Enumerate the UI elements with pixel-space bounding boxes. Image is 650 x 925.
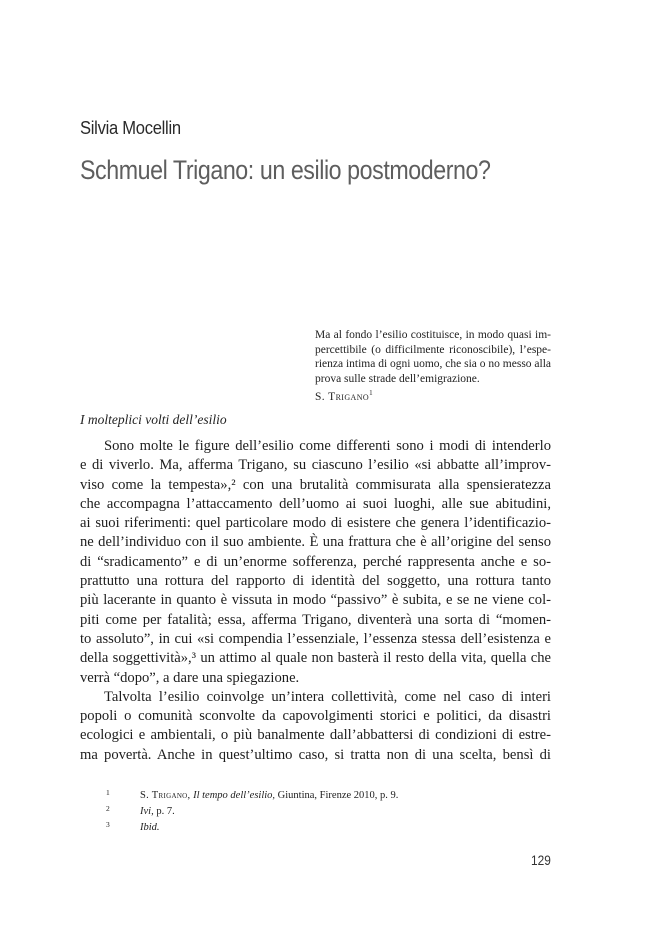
epigraph-line: percettibile (o difficilmente riconoscibile), l’espe- (315, 343, 551, 356)
footnote-title: Ivi, (140, 806, 154, 817)
body-line: popoli o comunità sconvolte da capovolgimenti storici e politici, da disastri (80, 708, 551, 725)
body-line: ai suoi riferimenti: quel particolare modo di esistere che genera l’identificazio- (80, 515, 551, 532)
chapter-title: Schmuel Trigano: un esilio postmoderno? (80, 155, 491, 185)
body-line: viso come la tempesta»,² con una brutalità commisurata alla spensieratezza (80, 476, 551, 493)
footnote-details: p. 7. (153, 806, 175, 817)
footnote (106, 820, 398, 836)
footnote-title: Ibid. (140, 822, 160, 833)
footnote-number: 1 (106, 788, 110, 797)
section-heading: I molteplici volti dell’esilio (80, 412, 227, 427)
body-line: che accompagna l’attaccamento dell’uomo ai suoi luoghi, alle sue abitudini, (80, 495, 551, 512)
body-line: verrà “dopo”, a dare una spiegazione. (80, 669, 300, 686)
epigraph-line: prova sulle strade dell’emigrazione. (315, 372, 480, 385)
body-line: Talvolta l’esilio coinvolge un’intera collettività, come nel caso di interi (104, 688, 551, 705)
body-line: to assoluto”, in cui «si compendia l’essenziale, l’essenza stessa dell’esistenza e (80, 630, 551, 647)
body-line: ecologici e ambientali, o più banalmente dall’abbattersi di condizioni di estre- (80, 727, 551, 744)
footnote (106, 788, 398, 804)
footnote-title: Il tempo dell’esilio, (193, 790, 276, 801)
footnote (106, 804, 398, 820)
body-line: ne dell’individuo con il suo ambiente. È una frattura che è all’origine del senso (80, 534, 551, 551)
body-text (80, 437, 551, 765)
epigraph-footnote-ref: 1 (369, 389, 373, 398)
epigraph-line: Ma al fondo l’esilio costituisce, in modo quasi im- (315, 329, 551, 341)
body-line: prattutto una rottura del rapporto di identità del soggetto, una rottura tanto (80, 573, 551, 590)
footnote-details: Giuntina, Firenze 2010, p. 9. (275, 790, 399, 801)
body-line: più lacerante in quanto è vissuta in modo “passivo” è subita, e se ne viene col- (80, 592, 551, 609)
body-line: Sono molte le figure dell’esilio come differenti sono i modi di intenderlo (104, 438, 551, 454)
epigraph-source-name: S. Trigano (315, 391, 370, 404)
page-number: 129 (531, 852, 551, 868)
body-line: della soggettività»,³ un attimo al quale non basterà il resto della vita, quella che (80, 650, 551, 667)
footnotes (106, 788, 398, 836)
epigraph-line: rienza intima di ogni uomo, che sia o no messo alla (315, 358, 552, 371)
footnote-number: 3 (106, 820, 110, 829)
chapter-author: Silvia Mocellin (80, 118, 181, 138)
footnote-author: S. Trigano, (140, 790, 191, 801)
footnote-number: 2 (106, 804, 110, 813)
body-line: ma povertà. Anche in quest’ultimo caso, si tratta non di una scelta, bensì di (80, 746, 551, 763)
body-line: e di viverlo. Ma, afferma Trigano, su ciascuno l’esilio «si abbatte all’improv- (80, 457, 551, 474)
body-line: piti come per fatalità; essa, afferma Trigano, diventerà una sorta di “momen- (80, 611, 551, 628)
epigraph-source (315, 386, 551, 404)
body-line: di “sradicamento” e di un’enorme sofferenza, perché rappresenta anche e so- (80, 553, 551, 570)
epigraph (315, 328, 551, 405)
